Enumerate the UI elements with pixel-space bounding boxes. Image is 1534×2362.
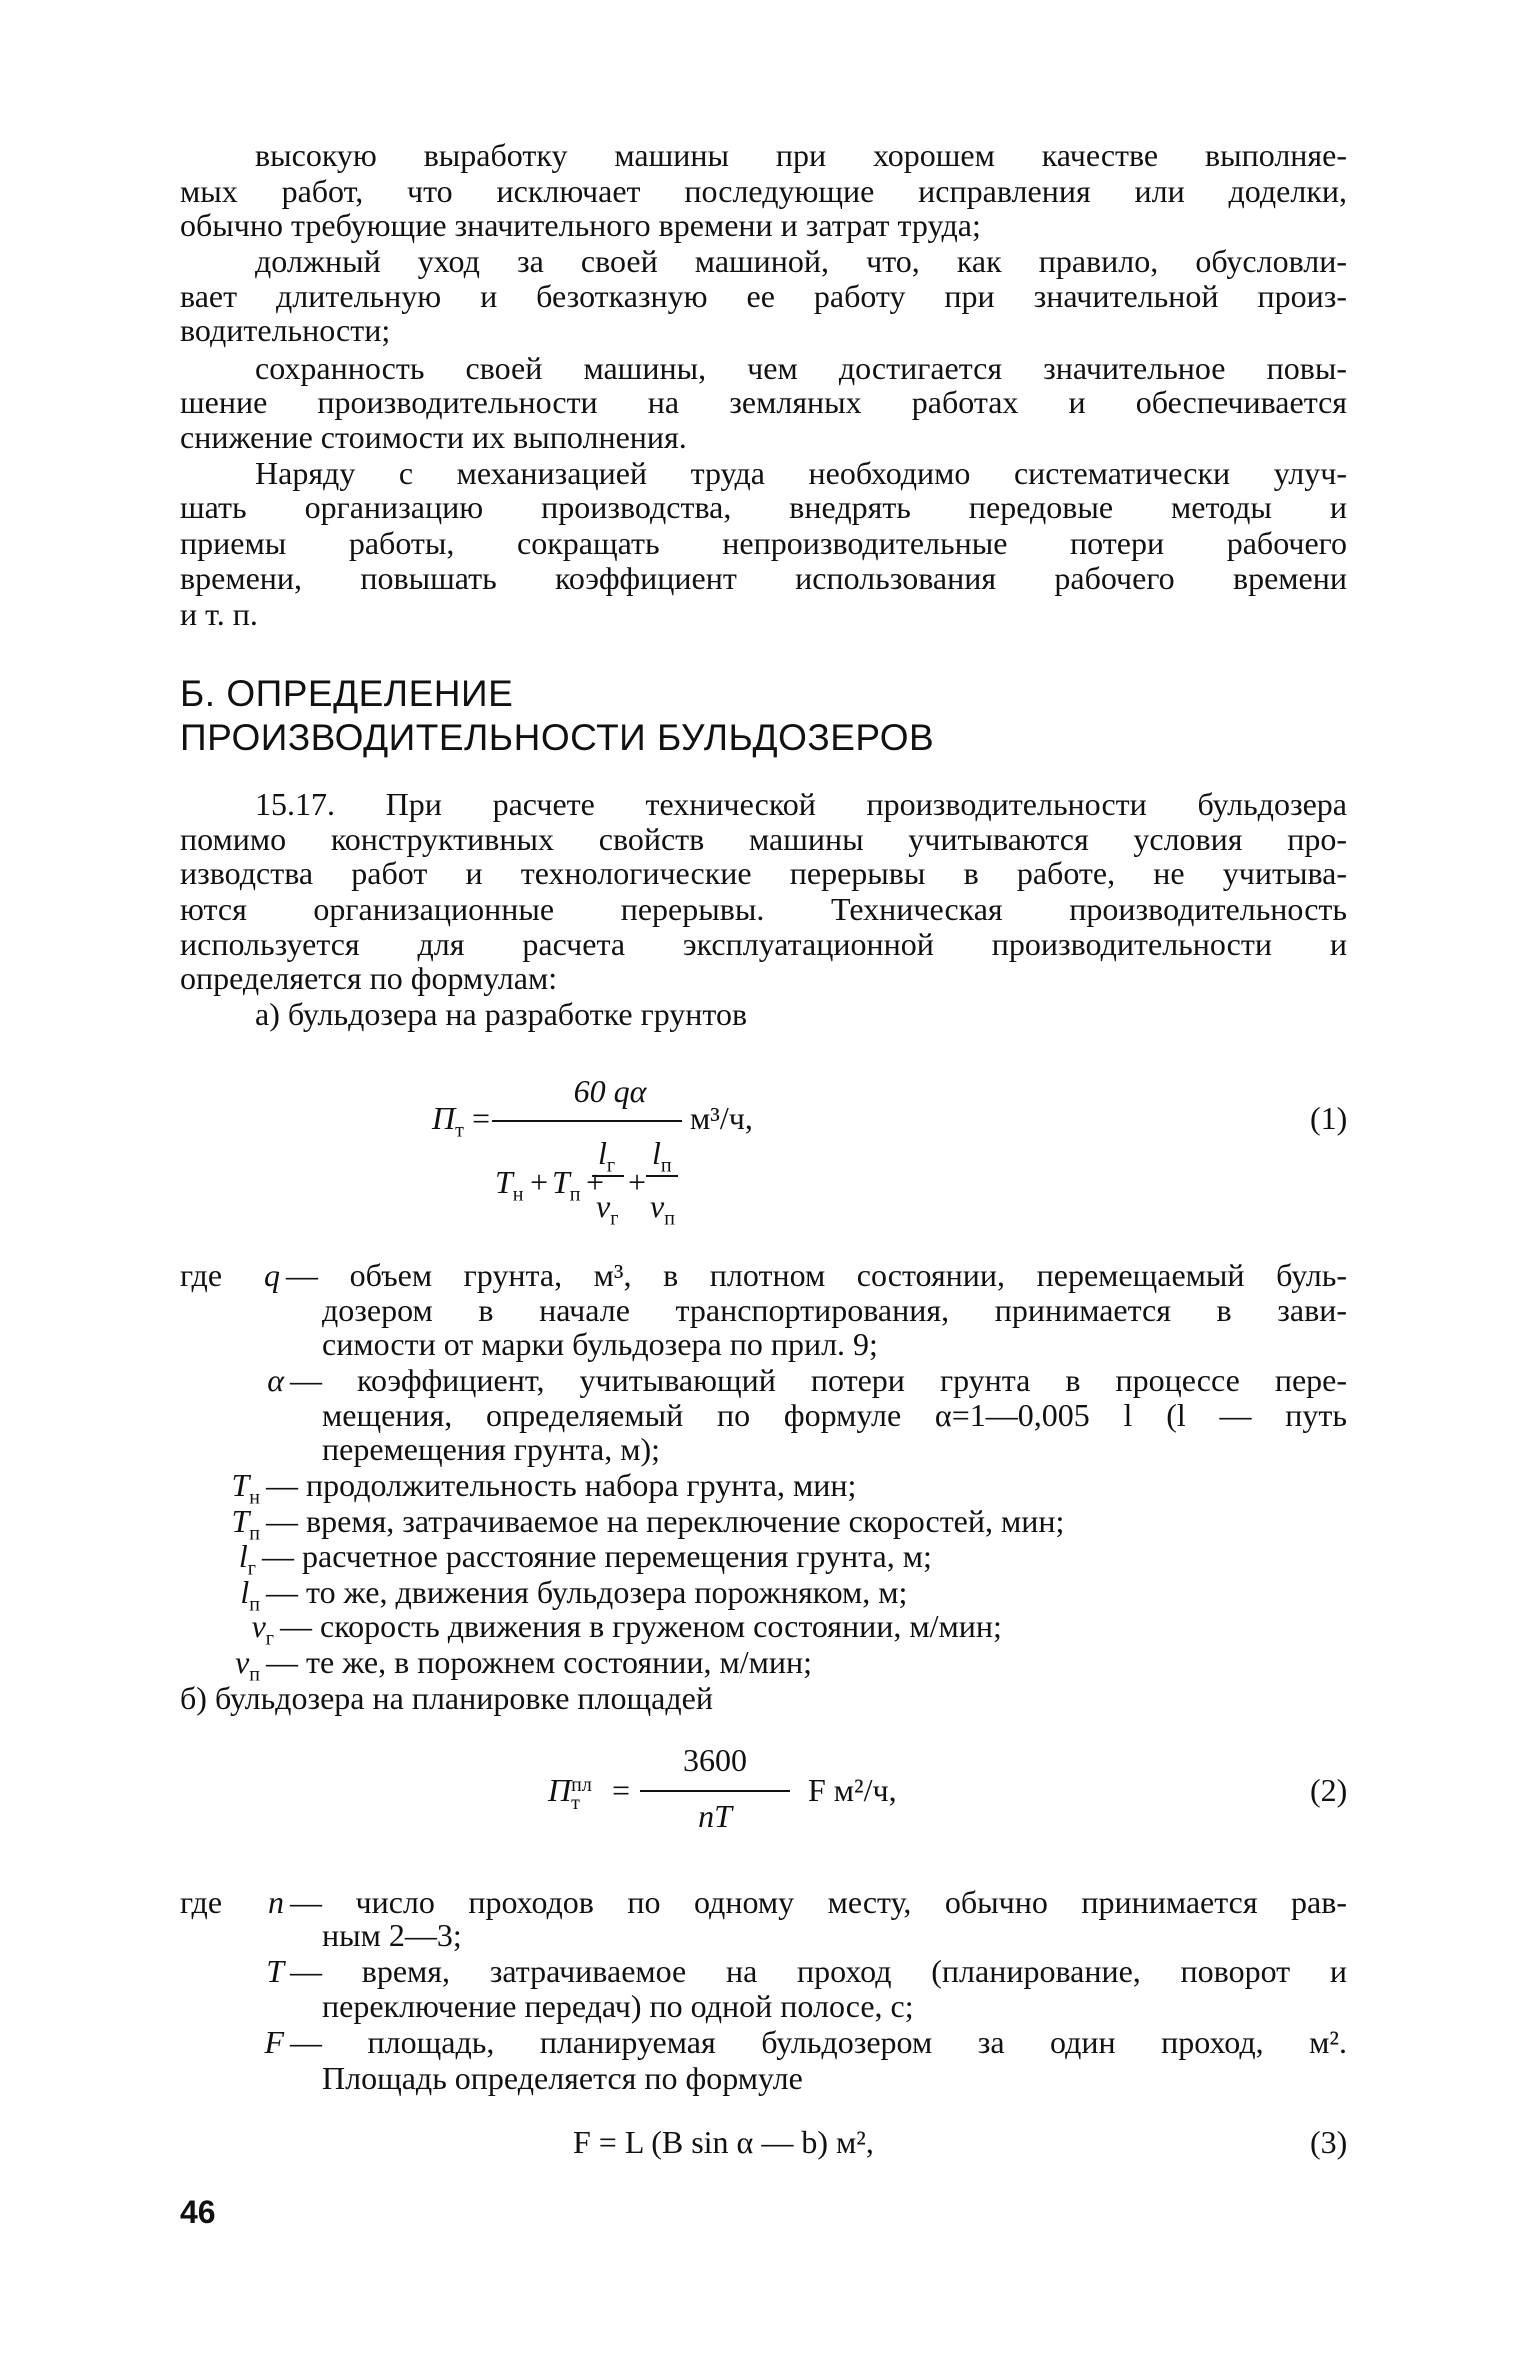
- formula1-small-bar: [592, 1175, 624, 1177]
- plus: +: [530, 1164, 549, 1200]
- symbol: q: [264, 1257, 280, 1293]
- formula2-fraction-bar: [640, 1790, 790, 1792]
- intro-line: мых работ, что исключает последующие исправления или доделки,: [180, 172, 1347, 209]
- plus: +: [628, 1164, 647, 1200]
- definition-text: — площадь, планируемая бульдозером за один проход, м².: [290, 2023, 1347, 2060]
- definition-continuation: мещения, определяемый по формуле α=1—0,005 l (l — путь: [322, 1396, 1347, 1433]
- page-number: 46: [180, 2194, 216, 2230]
- formula1-unit: м³/ч,: [690, 1100, 753, 1136]
- formula1-lp: $l_п$: [652, 1135, 672, 1177]
- section-heading-line1: Б. ОПРЕДЕЛЕНИЕ: [180, 673, 514, 714]
- section-line: 15.17. При расчете технической производительности бульдозера: [255, 786, 1347, 822]
- definition-text: — те же, в порожнем состоянии, м/мин;: [266, 1644, 812, 1680]
- symbol: F: [264, 2023, 284, 2060]
- definition-text: — объем грунта, м³, в плотном состоянии, перемещаемый буль-: [286, 1257, 1347, 1293]
- formula2-denominator: nT: [698, 1798, 732, 1834]
- symbol-subscript: н: [249, 1486, 260, 1509]
- intro-line: высокую выработку машины при хорошем качестве выполняе-: [255, 136, 1347, 173]
- definition-text: — коэффициент, учитывающий потери грунта в процессе пере-: [290, 1362, 1347, 1398]
- intro-line: приемы работы, сокращать непроизводительные потери рабочего: [180, 525, 1347, 561]
- definition-symbol: [180, 1360, 284, 1400]
- formula2-lhs: П пл т: [548, 1772, 592, 1814]
- intro-line: снижение стоимости их выполнения.: [180, 418, 687, 455]
- symbol: α: [267, 1362, 284, 1398]
- symbol-subscript: г: [247, 1556, 256, 1579]
- definition-text: — расчетное расстояние перемещения грунта, м;: [262, 1537, 932, 1574]
- section-line: ются организационные перерывы. Техническая производительность: [180, 891, 1347, 927]
- symbol-subscript: п: [249, 1663, 260, 1686]
- formula2-number: (2): [1310, 1772, 1348, 1808]
- definition-item: [180, 1606, 1347, 1650]
- formula1-lg: $l_г$: [598, 1135, 616, 1177]
- symbol-subscript: п: [249, 1522, 260, 1545]
- definition-symbol: [180, 2022, 284, 2062]
- symbol: n: [268, 1884, 284, 1920]
- definition-text: — продолжительность набора грунта, мин;: [266, 1467, 857, 1503]
- symbol: T: [231, 1503, 250, 1539]
- definition-text: — число проходов по одному месту, обычно принимается рав-: [290, 1884, 1347, 1920]
- intro-line: водительности;: [180, 312, 391, 348]
- symbol: l: [240, 1573, 250, 1610]
- definition-item: [180, 1536, 1347, 1579]
- formula1-vp: $v_п$: [650, 1188, 675, 1230]
- section-line: помимо конструктивных свойств машины учитываются условия про-: [180, 820, 1347, 857]
- formula3-number: (3): [1310, 2124, 1348, 2160]
- definition-continuation: переключение передач) по одной полосе, с;: [322, 1987, 914, 2024]
- definition-continuation: дозером в начале транспортирования, принимается в зави-: [322, 1291, 1347, 1328]
- definition-item: [180, 1465, 1347, 1509]
- formula1-small-bar: [646, 1175, 678, 1177]
- intro-line: должный уход за своей машиной, что, как правило, обусловли-: [255, 243, 1347, 279]
- section-line: а) бульдозера на разработке грунтов: [255, 996, 748, 1032]
- definition-text: — время, затрачиваемое на переключение скоростей, мин;: [266, 1503, 1065, 1539]
- intro-line: Наряду с механизацией труда необходимо систематически улуч-: [255, 454, 1347, 491]
- definition-text: — скорость движения в груженом состоянии, м/мин;: [280, 1608, 1002, 1644]
- definition-text: — время, затрачиваемое на проход (планирование, поворот и: [290, 1953, 1347, 1989]
- definition-symbol: [180, 1255, 280, 1295]
- symbol: l: [238, 1537, 248, 1574]
- intro-line: обычно требующие значительного времени и затрат труда;: [180, 207, 981, 243]
- intro-line: шать организацию производства, внедрять передовые методы и: [180, 489, 1347, 525]
- section-line: изводства работ и технологические перерывы в работе, не учитыва-: [180, 855, 1347, 891]
- intro-line: времени, повышать коэффициент использования рабочего времени: [180, 559, 1347, 596]
- definition-item: [180, 1642, 1347, 1686]
- section-line: определяется по формулам:: [180, 960, 558, 996]
- formula2-eq: =: [612, 1772, 631, 1808]
- formula1-lhs: $П_т$: [432, 1100, 464, 1142]
- symbol-subscript: п: [249, 1592, 260, 1615]
- section-heading-line2: ПРОИЗВОДИТЕЛЬНОСТИ БУЛЬДОЗЕРОВ: [180, 717, 935, 758]
- definition-symbol: [180, 1882, 284, 1922]
- formula3-expression: F = L (B sin α — b) м²,: [573, 2124, 874, 2160]
- formula1-eq: =: [472, 1100, 491, 1136]
- symbol: T: [266, 1953, 284, 1989]
- formula1-Tn: $T_н$: [495, 1164, 524, 1206]
- symbol-subscript: г: [265, 1627, 274, 1650]
- formula1-Tp: $T_п$: [552, 1164, 581, 1206]
- formula1-fraction-bar: [492, 1120, 682, 1122]
- symbol: v: [251, 1608, 266, 1644]
- definition-continuation: ным 2—3;: [322, 1917, 462, 1953]
- intro-line: и т. п.: [180, 595, 258, 632]
- definition-continuation: Площадь определяется по формуле: [322, 2059, 803, 2096]
- plus: +: [586, 1164, 605, 1200]
- formula2-tail: F м²/ч,: [808, 1772, 897, 1808]
- intro-line: вает длительную и безотказную ее работу при значительной произ-: [180, 277, 1347, 314]
- intro-line: сохранность своей машины, чем достигается значительное повы-: [255, 349, 1347, 386]
- definition-item: [180, 2022, 1347, 2062]
- formula2-numerator: 3600: [683, 1742, 747, 1778]
- section-line: используется для расчета эксплуатационной производительности и: [180, 925, 1347, 962]
- definition-continuation: перемещения грунта, м);: [322, 1431, 660, 1467]
- formula1-numerator: 60 qα: [573, 1073, 647, 1109]
- intro-line: шение производительности на земляных работах и обеспечивается: [180, 384, 1347, 420]
- definition-continuation: симости от марки бульдозера по прил. 9;: [322, 1326, 878, 1362]
- where-prefix: где: [180, 1257, 223, 1293]
- formula1-vg: $v_г$: [596, 1188, 619, 1230]
- definition-text: — то же, движения бульдозера порожняком, м;: [266, 1573, 908, 1610]
- definition-symbol: [180, 1951, 284, 1991]
- formula1-number: (1): [1310, 1100, 1348, 1136]
- subitem-b: б) бульдозера на планировке площадей: [180, 1680, 713, 1716]
- symbol: T: [231, 1467, 250, 1503]
- symbol: v: [235, 1644, 250, 1680]
- where-prefix: где: [180, 1884, 223, 1920]
